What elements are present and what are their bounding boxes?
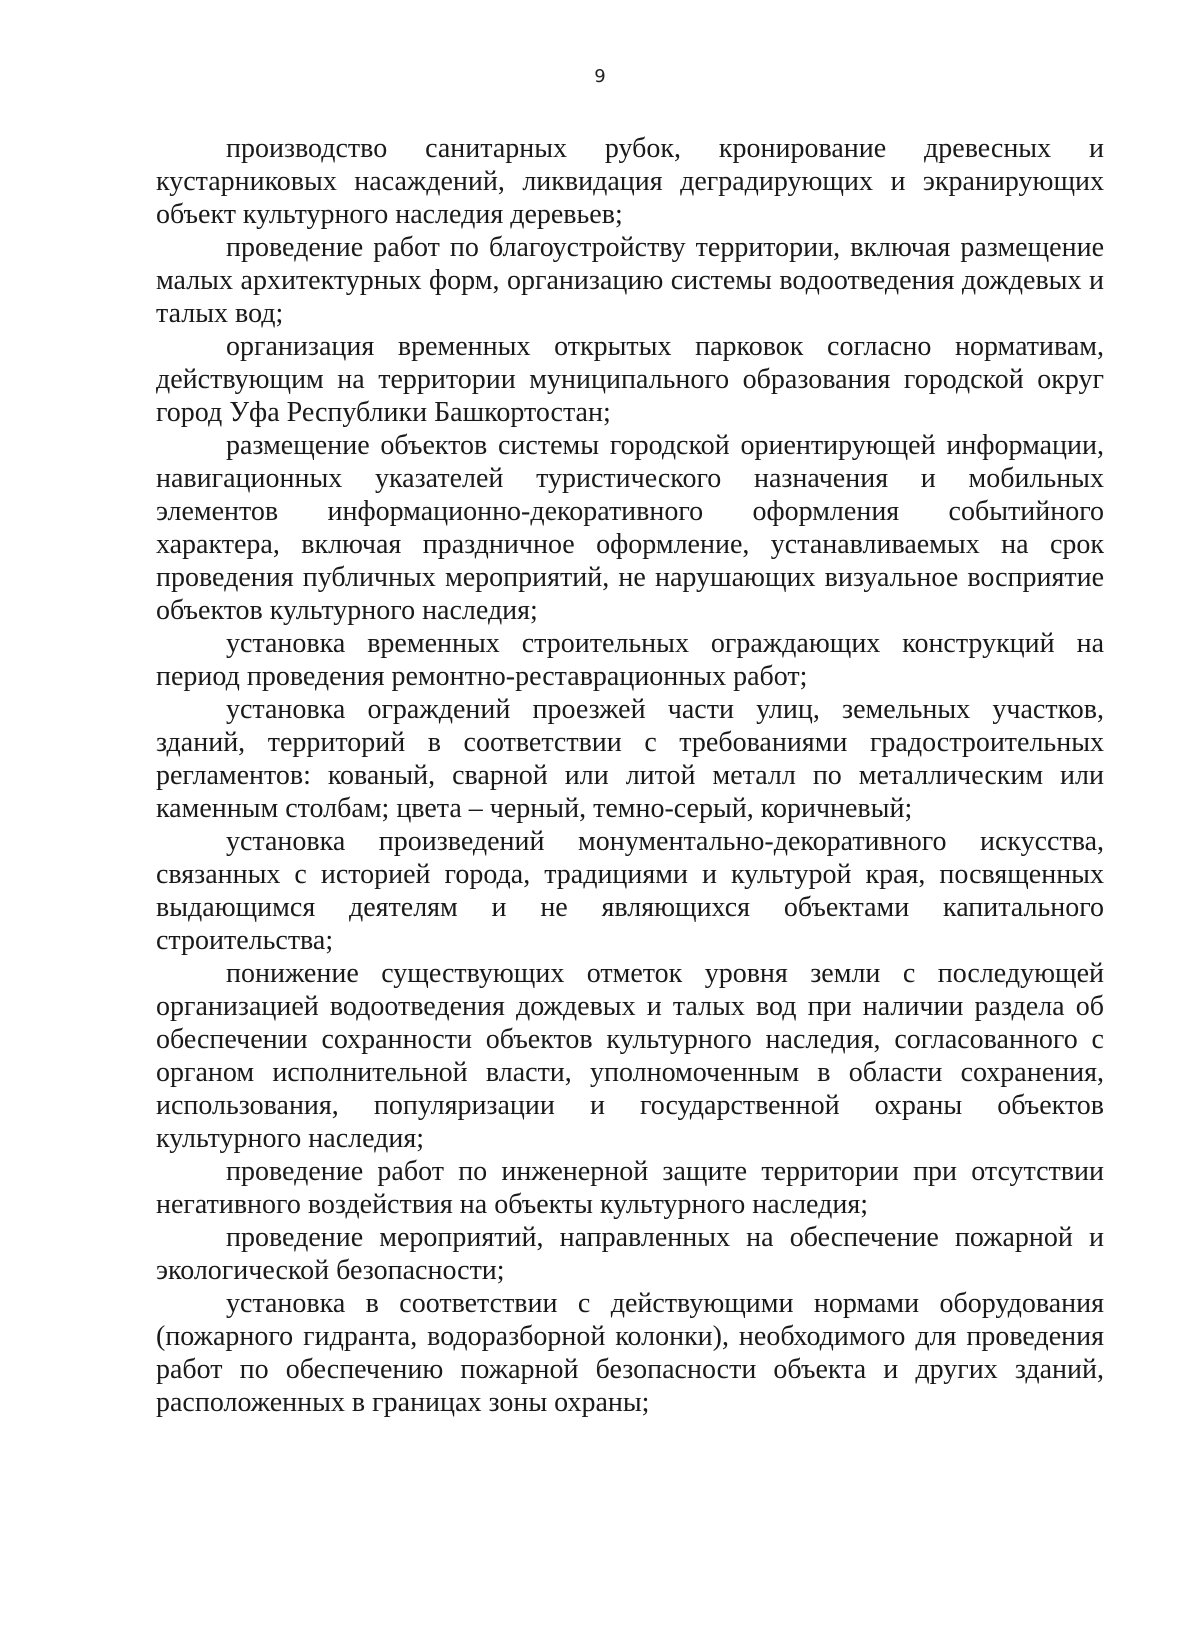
paragraph-temporary-fencing: установка временных строительных ограждающих конструкций на период проведения ремонтно-реставрационных работ; <box>156 628 1104 692</box>
paragraph-temporary-parking: организация временных открытых парковок согласно нормативам, действующим на территории муниципального образования городской округ город Уфа Республики Башкортостан; <box>156 331 1104 428</box>
paragraph-monumental-art: установка произведений монументально-декоративного искусства, связанных с историей города, традициями и культурой края, посвященных выдающимся деятелям и не являющихся объектами капитального строительства; <box>156 826 1104 956</box>
document-body <box>156 132 1104 1419</box>
paragraph-fire-ecological-safety: проведение мероприятий, направленных на обеспечение пожарной и экологической безопасности; <box>156 1222 1104 1286</box>
paragraph-engineering-protection: проведение работ по инженерной защите территории при отсутствии негативного воздействия на объекты культурного наследия; <box>156 1156 1104 1220</box>
paragraph-landscaping: проведение работ по благоустройству территории, включая размещение малых архитектурных форм, организацию системы водоотведения дождевых и талых вод; <box>156 232 1104 329</box>
paragraph-ground-level-lowering: понижение существующих отметок уровня земли с последующей организацией водоотведения дождевых и талых вод при наличии раздела об обеспечении сохранности объектов культурного наследия, согласованного с органом исполнительной власти, уполномоченным в области сохранения, использования, популяризации и государственной охраны объектов культурного наследия; <box>156 958 1104 1154</box>
paragraph-roadway-fencing: установка ограждений проезжей части улиц, земельных участков, зданий, территорий в соответствии с требованиями градостроительных регламентов: кованый, сварной или литой металл по металлическим или каменным столбам; цвета – черный, темно-серый, коричневый; <box>156 694 1104 824</box>
page-number: 9 <box>594 66 606 87</box>
paragraph-sanitary-felling: производство санитарных рубок, кронирование древесных и кустарниковых насаждений, ликвидация деградирующих и экранирующих объект культурного наследия деревьев; <box>156 133 1104 230</box>
paragraph-orientation-information: размещение объектов системы городской ориентирующей информации, навигационных указателей туристического назначения и мобильных элементов информационно-декоративного оформления событийного характера, включая праздничное оформление, устанавливаемых на срок проведения публичных мероприятий, не нарушающих визуальное восприятие объектов культурного наследия; <box>156 430 1104 626</box>
paragraph-fire-equipment: установка в соответствии с действующими нормами оборудования (пожарного гидранта, водоразборной колонки), необходимого для проведения работ по обеспечению пожарной безопасности объекта и других зданий, расположенных в границах зоны охраны; <box>156 1288 1104 1418</box>
